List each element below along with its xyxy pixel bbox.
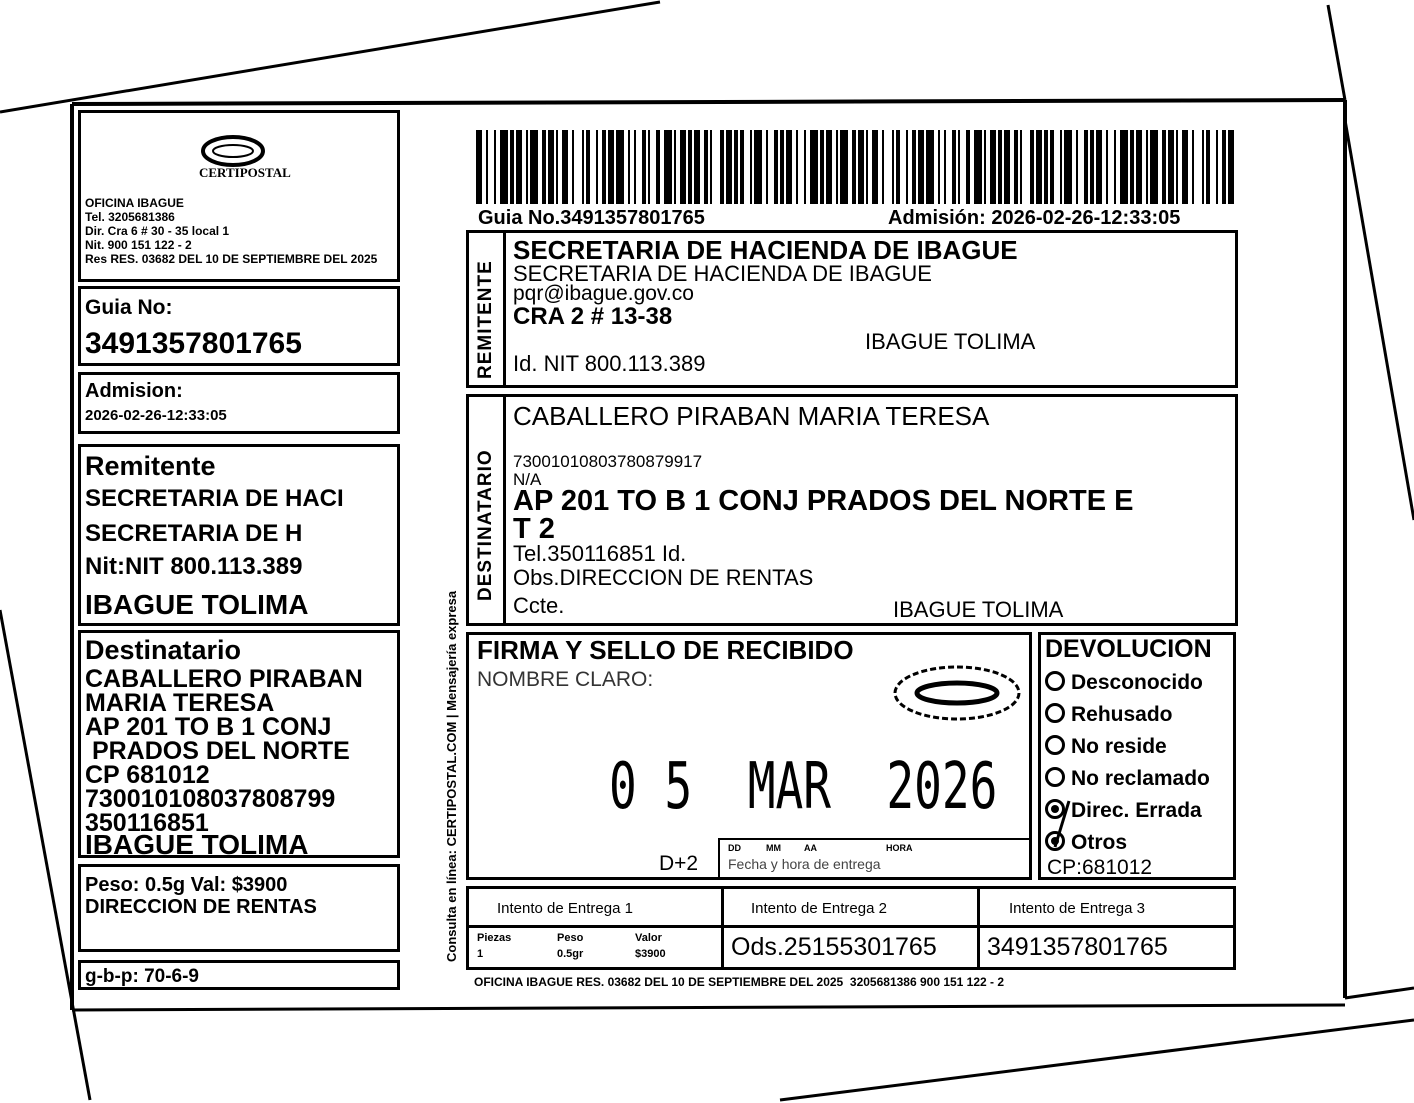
barcode-bar [1096, 130, 1102, 204]
destinatario-address1: AP 201 TO B 1 CONJ PRADOS DEL NORTE E [513, 485, 1134, 517]
remitente-box [466, 230, 1238, 388]
obs-line: DIRECCION DE RENTAS [85, 896, 317, 918]
remitente-name2: SECRETARIA DE HACIENDA DE IBAGUE [513, 261, 932, 286]
devolucion-cp: CP:681012 [1047, 856, 1153, 879]
footer-text: OFICINA IBAGUE RES. 03682 DEL 10 DE SEPTIEMBRE DEL 2025 3205681386 900 151 122 - 2 [474, 975, 1005, 989]
intento-guia-number: 3491357801765 [987, 933, 1168, 961]
destinatario-na: N/A [513, 470, 542, 489]
barcode-bar [1114, 130, 1116, 204]
barcode-bar [958, 130, 960, 204]
barcode-bar [780, 130, 784, 204]
barcode-bar [1050, 130, 1054, 204]
barcode-bar [516, 130, 522, 204]
barcode-bar [1146, 130, 1148, 204]
barcode-bar [648, 130, 650, 204]
barcode-bar [866, 130, 868, 204]
guia-label: Guia No: [85, 296, 173, 319]
barcode-bar [548, 130, 554, 204]
option-direc-errada[interactable]: Direc. Errada [1045, 799, 1202, 821]
barcode-bar [680, 130, 686, 204]
dd-label: DD [728, 843, 741, 853]
destinatario-line: PRADOS DEL NORTE [85, 737, 350, 765]
barcode-bar [786, 130, 792, 204]
svg-text:CERTIPOSTAL: CERTIPOSTAL [199, 165, 291, 180]
peso-label: Peso [557, 932, 584, 944]
peso-box [78, 864, 400, 952]
barcode-bar [710, 130, 712, 204]
piezas-label: Piezas [477, 932, 512, 944]
destinatario-line: CABALLERO PIRABAN [85, 665, 363, 693]
barcode-bar [1216, 130, 1218, 204]
barcode-bar [820, 130, 824, 204]
barcode-bar [1060, 130, 1062, 204]
barcode-bar [596, 130, 598, 204]
barcode-bar [774, 130, 778, 204]
barcode-bar [704, 130, 708, 204]
barcode-bar [944, 130, 946, 204]
barcode-bar [1004, 130, 1010, 204]
barcode-bar [1228, 130, 1234, 204]
barcode-bar [1136, 130, 1142, 204]
barcode-bar [912, 130, 916, 204]
barcode-bar [840, 130, 848, 204]
hora-label: HORA [886, 843, 913, 853]
barcode-bar [634, 130, 636, 204]
barcode-bar [1036, 130, 1042, 204]
remitente-id: Id. NIT 800.113.389 [513, 351, 706, 376]
remitente-email: pqr@ibague.gov.co [513, 282, 694, 305]
barcode-bar [664, 130, 672, 204]
intentos-table [466, 886, 1236, 970]
barcode-bar [562, 130, 568, 204]
barcode-bar [906, 130, 908, 204]
office-box [78, 110, 400, 282]
destinatario-ccte: Ccte. [513, 593, 565, 618]
destinatario-city: IBAGUE TOLIMA [893, 597, 1064, 622]
barcode-bar [1192, 130, 1194, 204]
barcode-bar [852, 130, 856, 204]
barcode-bar [966, 130, 970, 204]
side-vertical-text: Consulta en línea: CERTIPOSTAL.COM | Mensajería expresa [444, 590, 459, 962]
barcode-bar [656, 130, 660, 204]
d-plus-2: D+2 [659, 852, 699, 875]
header-guia: Guia No.3491357801765 [478, 207, 705, 229]
ods-number: Ods.25155301765 [731, 933, 937, 961]
firma-title: FIRMA Y SELLO DE RECIBIDO [477, 635, 854, 665]
admision-label: Admision: [85, 380, 183, 402]
remitente-address: CRA 2 # 13-38 [513, 303, 673, 330]
barcode-bar [754, 130, 762, 204]
barcode-bar [918, 130, 924, 204]
barcode-bar [616, 130, 624, 204]
barcode-bar [1044, 130, 1048, 204]
barcode-bar [990, 130, 996, 204]
barcode-bar [1120, 130, 1128, 204]
barcode-bar [542, 130, 546, 204]
nombre-claro-label: NOMBRE CLARO: [477, 668, 654, 691]
radio-icon [1045, 671, 1065, 691]
barcode-bar [1130, 130, 1134, 204]
barcode-bar [572, 130, 574, 204]
barcode-bar [1076, 130, 1078, 204]
radio-icon [1045, 703, 1065, 723]
barcode-bar [674, 130, 676, 204]
barcode-bar [694, 130, 700, 204]
barcode-bar [796, 130, 798, 204]
barcode-bar [1222, 130, 1226, 204]
valor-value: $3900 [635, 948, 666, 960]
barcode-bar [952, 130, 956, 204]
remitente-name1: SECRETARIA DE HACIENDA DE IBAGUE [513, 235, 1018, 265]
intento-2-header: Intento de Entrega 2 [751, 900, 887, 917]
option-no-reclamado[interactable]: No reclamado [1045, 767, 1210, 789]
barcode-bar [726, 130, 732, 204]
devolucion-title: DEVOLUCION [1045, 635, 1212, 663]
barcode-bar [750, 130, 752, 204]
barcode-bar [882, 130, 884, 204]
barcode-bar [926, 130, 934, 204]
peso-line: Peso: 0.5g Val: $3900 [85, 874, 288, 896]
valor-label: Valor [635, 932, 662, 944]
barcode-bar [510, 130, 514, 204]
barcode-bar [1168, 130, 1174, 204]
barcode-bar [892, 130, 894, 204]
barcode-bar [494, 130, 496, 204]
guia-number: 3491357801765 [85, 327, 302, 360]
barcode-bar [740, 130, 744, 204]
destinatario-left-box [78, 630, 400, 858]
barcode-bar [858, 130, 864, 204]
admision-box [78, 372, 400, 434]
header-admision: Admisión: 2026-02-26-12:33:05 [888, 207, 1181, 229]
office-name: OFICINA IBAGUE [85, 196, 184, 210]
aa-label: AA [804, 843, 817, 853]
barcode-bar [1014, 130, 1018, 204]
barcode-bar [720, 130, 724, 204]
barcode-bar [1176, 130, 1178, 204]
peso-value: 0.5gr [557, 948, 584, 960]
destinatario-line: 730010108037808799 [85, 785, 336, 813]
barcode-bar [938, 130, 940, 204]
remitente-line1: SECRETARIA DE HACI [85, 485, 344, 512]
intento-1-header: Intento de Entrega 1 [497, 900, 633, 917]
barcode-bar [804, 130, 806, 204]
barcode-bar [984, 130, 986, 204]
barcode-bar [998, 130, 1002, 204]
remitente-city: IBAGUE TOLIMA [85, 589, 309, 620]
gbp-code: g-b-p: 70-6-9 [85, 966, 199, 987]
barcode-bar [810, 130, 818, 204]
office-res: Res RES. 03682 DEL 10 DE SEPTIEMBRE DEL 2025 [85, 252, 378, 266]
barcode-bar [486, 130, 488, 204]
barcode-bar [1150, 130, 1158, 204]
barcode-bar [974, 130, 982, 204]
barcode-bar [602, 130, 606, 204]
barcode-bar [688, 130, 692, 204]
destinatario-code: 73001010803780879917 [513, 452, 703, 471]
barcode-bar [1090, 130, 1094, 204]
guia-box [78, 286, 400, 366]
destinatario-name: CABALLERO PIRABAN MARIA TERESA [513, 401, 990, 431]
destinatario-city: IBAGUE TOLIMA [85, 829, 309, 860]
barcode-bar [628, 130, 630, 204]
destinatario-tel: Tel.350116851 Id. [513, 541, 687, 566]
destinatario-line: AP 201 TO B 1 CONJ [85, 713, 332, 741]
remitente-side-label: REMITENTE [475, 260, 496, 379]
option-rehusado[interactable]: Rehusado [1045, 703, 1173, 725]
barcode-bar [608, 130, 614, 204]
destinatario-line: CP 681012 [85, 761, 210, 789]
barcode-bar [1020, 130, 1022, 204]
received-date-stamp: 0 5 MAR 2026 [609, 750, 998, 824]
barcode-bar [1030, 130, 1034, 204]
pen-mark-icon [1047, 795, 1077, 855]
admision-value: 2026-02-26-12:33:05 [85, 407, 227, 424]
barcode-bar [1064, 130, 1072, 204]
destinatario-obs: Obs.DIRECCION DE RENTAS [513, 565, 814, 590]
destinatario-side-label: DESTINATARIO [475, 449, 496, 601]
certipostal-logo [191, 131, 301, 191]
remitente-left-box [78, 444, 400, 626]
option-otros[interactable]: Otros [1045, 831, 1127, 853]
office-dir: Dir. Cra 6 # 30 - 35 local 1 [85, 224, 230, 238]
barcode-bar [1084, 130, 1088, 204]
stamp-logo [887, 665, 1027, 735]
barcode-bar [766, 130, 768, 204]
barcode-bar [500, 130, 508, 204]
gbp-box [78, 960, 400, 990]
destinatario-line: 350116851 [85, 809, 209, 837]
mm-label: MM [766, 843, 781, 853]
remitente-line2: SECRETARIA DE H [85, 520, 303, 547]
barcode-bar [530, 130, 538, 204]
radio-icon [1045, 735, 1065, 755]
fecha-entrega-label: Fecha y hora de entrega [728, 856, 881, 872]
remitente-city: IBAGUE TOLIMA [865, 329, 1036, 354]
barcode-bar [586, 130, 590, 204]
fecha-entrega-box [718, 838, 1032, 880]
destinatario-line: MARIA TERESA [85, 689, 275, 717]
radio-icon [1045, 767, 1065, 787]
remitente-nit: Nit:NIT 800.113.389 [85, 553, 303, 580]
barcode-bar [826, 130, 832, 204]
barcode-bar [872, 130, 878, 204]
option-desconocido[interactable]: Desconocido [1045, 671, 1203, 693]
barcode-bar [556, 130, 558, 204]
remitente-title: Remitente [85, 451, 216, 481]
barcode-bar [1162, 130, 1166, 204]
barcode-bar [836, 130, 838, 204]
barcode [476, 130, 1236, 204]
barcode-bar [1202, 130, 1204, 204]
barcode-bar [642, 130, 646, 204]
barcode-bar [526, 130, 528, 204]
barcode-bar [476, 130, 482, 204]
barcode-bar [896, 130, 900, 204]
barcode-bar [1106, 130, 1108, 204]
option-no-reside[interactable]: No reside [1045, 735, 1167, 757]
office-tel: Tel. 3205681386 [85, 210, 175, 224]
office-nit: Nit. 900 151 122 - 2 [85, 238, 192, 252]
barcode-bar [1182, 130, 1188, 204]
destinatario-box [466, 394, 1238, 626]
destinatario-address2: T 2 [513, 513, 555, 545]
barcode-bar [1206, 130, 1210, 204]
piezas-value: 1 [477, 948, 484, 960]
barcode-bar [734, 130, 738, 204]
barcode-bar [582, 130, 584, 204]
devolucion-box [1038, 632, 1236, 880]
intento-3-header: Intento de Entrega 3 [1009, 900, 1145, 917]
destinatario-title: Destinatario [85, 635, 242, 665]
